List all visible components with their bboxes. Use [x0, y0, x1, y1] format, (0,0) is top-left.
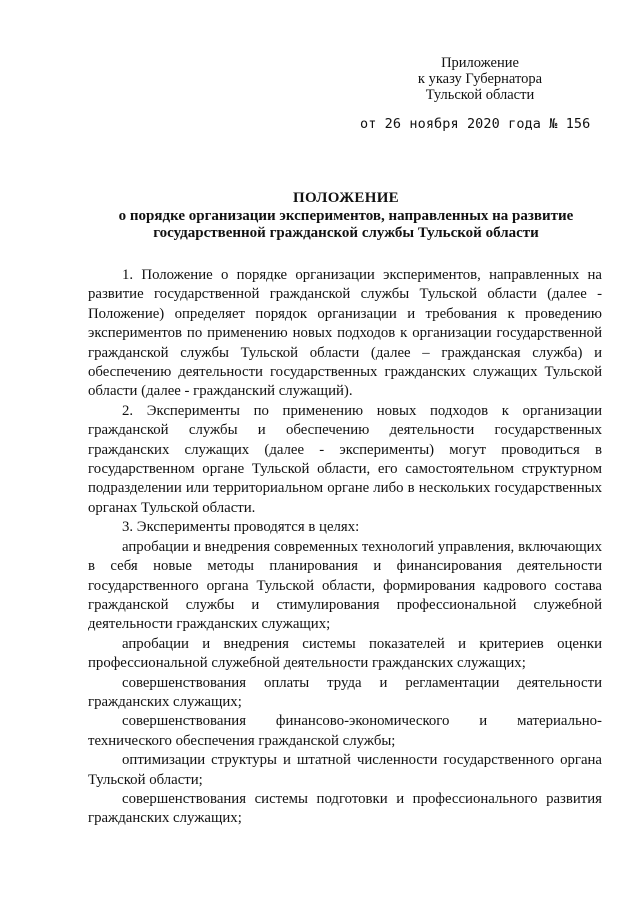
paragraph-7: совершенствования финансово-экономического и материально-технического обеспечения гражданской службы;	[88, 713, 602, 749]
document-title-block	[90, 190, 602, 243]
paragraph-6: совершенствования оплаты труда и регламентации деятельности гражданских служащих;	[88, 674, 602, 710]
paragraph-5: апробации и внедрения системы показателей и критериев оценки профессиональной служебной деятельности гражданских служащих;	[88, 635, 602, 672]
document-title: ПОЛОЖЕНИЕ	[293, 190, 399, 206]
paragraph-2: 2. Эксперименты по применению новых подходов к организации гражданской службы и обеспечению деятельности государственных гражданских служащих (далее - эксперименты) могут проводиться в государственном органе Тульской области, его самостоятельном структурном подразделении или территориальном органе либо в нескольких государственных органах Тульской области.	[88, 402, 602, 516]
paragraph-4: апробации и внедрения современных технологий управления, включающих в себя новые методы планирования и финансирования деятельности государственного органа Тульской области, формирования кадрового состава гражданской службы и стимулирования профессиональной служебной деятельности гражданских служащих;	[88, 538, 602, 633]
appendix-line-1: Приложение	[441, 55, 519, 71]
appendix-line-3: Тульской области	[425, 87, 535, 103]
appendix-line-2: к указу Губернатора	[417, 71, 543, 87]
paragraph-8: оптимизации структуры и штатной численности государственного органа Тульской области;	[88, 752, 602, 788]
decree-date: от 26 ноября 2020 года № 156	[360, 116, 591, 132]
document-subtitle-line-2: государственной гражданской службы Тульской области	[153, 225, 539, 241]
document-subtitle-line-1: о порядке организации экспериментов, направленных на развитие	[118, 207, 574, 224]
document-body	[88, 266, 602, 829]
appendix-header	[380, 55, 580, 103]
paragraph-3: 3. Эксперименты проводятся в целях:	[122, 519, 360, 536]
paragraph-1: 1. Положение о порядке организации экспериментов, направленных на развитие государственной гражданской службы Тульской области (далее - Положение) определяет порядок организации и требования к проведению экспериментов по применению новых подходов к организации государственной гражданской службы Тульской области (далее – гражданская служба) и обеспечению деятельности государственных гражданских служащих Тульской области (далее - гражданский служащий).	[88, 267, 602, 400]
paragraph-9: совершенствования системы подготовки и профессионального развития гражданских служащих;	[88, 790, 602, 827]
